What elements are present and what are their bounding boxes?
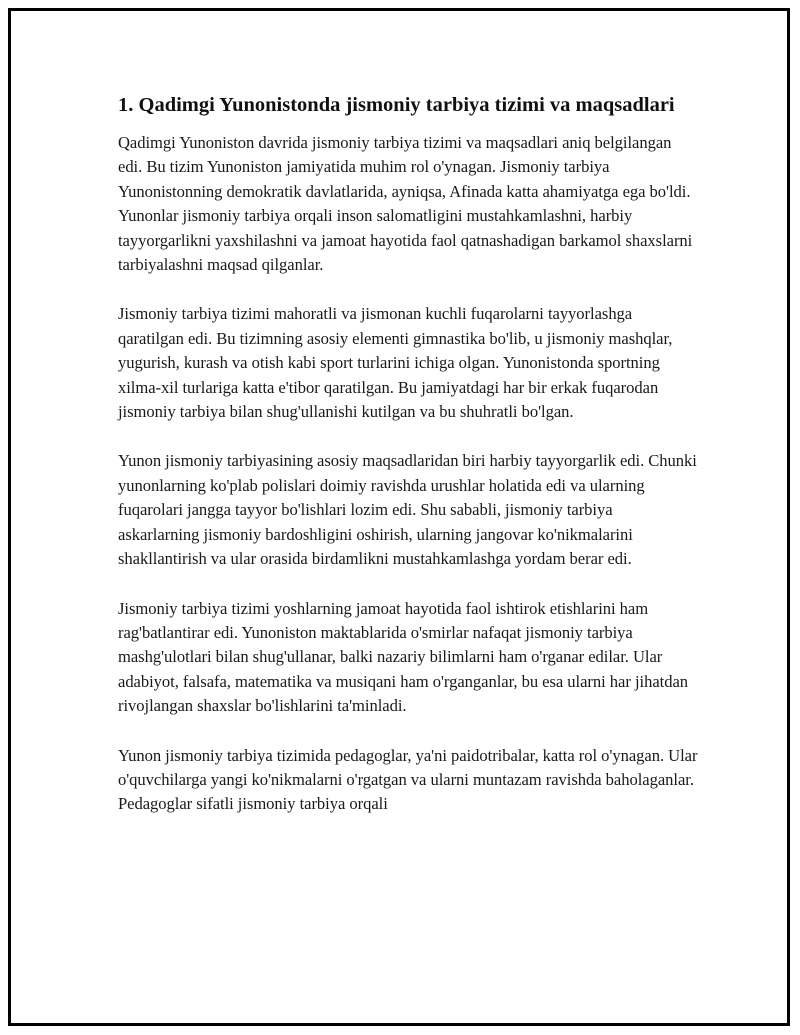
paragraph-4: Jismoniy tarbiya tizimi yoshlarning jamoat hayotida faol ishtirok etishlarini ham rag'batlantirar edi. Yunoniston maktablarida o'smirlar nafaqat jismoniy tarbiya mashg'ulotlari bilan shug'ullanar, balki nazariy bilimlarni ham o'rganar edilar. Ular adabiyot, falsafa, matematika va musiqani ham o'rganganlar, bu esa ularni har jihatdan rivojlangan shaxslar bo'lishlarini ta'minladi. [118, 598, 688, 716]
paragraph-2: Jismoniy tarbiya tizimi mahoratli va jismonan kuchli fuqarolarni tayyorlashga qaratilgan edi. Bu tizimning asosiy elementi gimnastika bo'lib, u jismoniy mashqlar, yugurish, kurash va otish kabi sport turlarini ichiga olgan. Yunonistonda sportning xilma-xil turlariga katta e'tibor qaratilgan. Bu jamiyatdagi har bir erkak fuqarodan jismoniy tarbiya bilan shug'ullanishi kutilgan va bu shuhratli bo'lgan. [118, 304, 673, 422]
paragraph-1: Qadimgi Yunoniston davrida jismoniy tarbiya tizimi va maqsadlari aniq belgilangan edi. Bu tizim Yunoniston jamiyatida muhim rol o'ynagan. Jismoniy tarbiya Yunonistonning demokratik davlatlarida, ayniqsa, Afinada katta ahamiyatga ega bo'ldi. Yunonlar jismoniy tarbiya orqali inson salomatligini mustahkamlashni, harbiy tayyorgarlikni yaxshilashni va jamoat hayotida faol qatnashadigan barkamol shaxslarni tarbiyalashni maqsad qilganlar. [118, 133, 693, 275]
section-heading: 1. Qadimgi Yunonistonda jismoniy tarbiya tizimi va maqsadlari [118, 94, 675, 116]
document-body [118, 92, 698, 842]
paragraph-3: Yunon jismoniy tarbiyasining asosiy maqsadlaridan biri harbiy tayyorgarlik edi. Chunki yunonlarning ko'plab polislari doimiy ravishda urushlar holatida edi va ularning fuqarolari jangga tayyor bo'lishlari lozim edi. Shu sababli, jismoniy tarbiya askarlarning jismoniy bardoshligini oshirish, ularning jangovar ko'nikmalarini shakllantirish va ular orasida birdamlikni mustahkamlashga yordam berar edi. [118, 451, 697, 569]
paragraph-5: Yunon jismoniy tarbiya tizimida pedagoglar, ya'ni paidotribalar, katta rol o'ynagan. Ular o'quvchilarga yangi ko'nikmalarni o'rgatgan va ularni muntazam ravishda baholaganlar. Pedagoglar sifatli jismoniy tarbiya orqali [118, 745, 698, 814]
